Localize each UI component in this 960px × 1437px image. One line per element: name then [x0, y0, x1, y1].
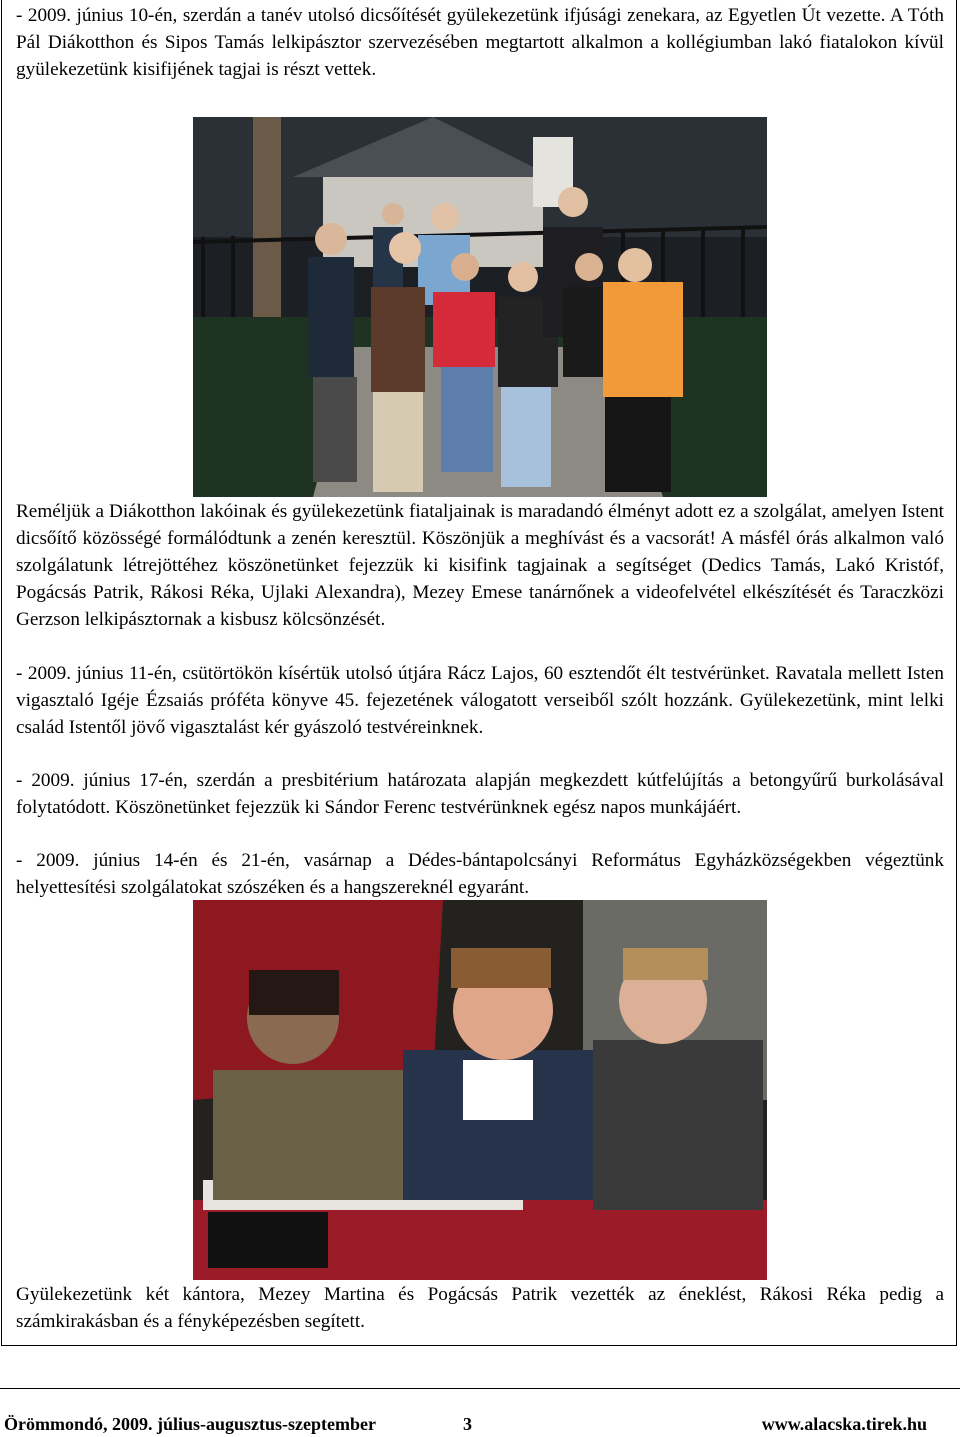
footer-page-number: 3: [463, 1414, 472, 1434]
group-photo: [193, 117, 767, 497]
paragraph-substitute-services: - 2009. június 14-én és 21-én, vasárnap a Dédes-bántapolcsányi Református Egyházközségekben végeztünk helyettesítési szolgálatokat szószéken és a hangszereknél egyaránt.: [16, 850, 944, 898]
paragraph-thanks: Reméljük a Diákotthon lakóinak és gyülekezetünk fiataljainak is maradandó élményt adott ez a szolgálat, amelyen Istent dicsőítő közösségé formálódtunk a zenén keresztül. Köszönjük a meghívást és a vacsorát! A másfél órás alkalmon való szolgálatunk létrejöttéhez köszönetünket fejezzük ki kisifink tagjainak a segítséget (Dedics Tamás, Lakó Kristóf, Pogácsás Patrik, Rákosi Réka, Ujlaki Alexandra), Mezey Emese tanárnőnek a videofelvétel elkészítését és Taraczközi Gerzson lelkipásztornak a kisbusz kölcsönzését.: [16, 501, 944, 630]
cantors-photo: [193, 900, 767, 1280]
footer-publication: Örömmondó, 2009. július-augusztus-szeptember: [4, 1414, 376, 1434]
footer-rule: [0, 1388, 960, 1389]
paragraph-well-renovation: - 2009. június 17-én, szerdán a presbitérium határozata alapján megkezdett kútfelújítás a betongyűrű burkolásával folytatódott. Köszönetünket fejezzük ki Sándor Ferenc testvérünknek egész napos munkájáért.: [16, 770, 944, 818]
paragraph-cantors: Gyülekezetünk két kántora, Mezey Martina és Pogácsás Patrik vezették az éneklést, Rákosi Réka pedig a számkirakásban és a fényképezésben segített.: [16, 1284, 944, 1332]
paragraph-funeral: - 2009. június 11-én, csütörtökön kísértük utolsó útjára Rácz Lajos, 60 esztendőt élt testvérünket. Ravatala mellett Isten vigasztaló Igéje Ézsaiás próféta könyve 45. fejezetének válogatott verseiből szólt hozzánk. Gyülekezetünk, mint lelki család Istentől jövő vigasztalást kér gyászoló testvéreinknek.: [16, 663, 944, 738]
paragraph-choir-service: - 2009. június 10-én, szerdán a tanév utolsó dicsőítését gyülekezetünk ifjúsági zenekara, az Egyetlen Út vezette. A Tóth Pál Diákotthon és Sipos Tamás lelkipásztor szervezésében megtartott alkalmon a kollégiumban lakó fiatalokon kívül gyülekezetünk kisifijének tagjai is részt vettek.: [16, 5, 944, 80]
footer-website: www.alacska.tirek.hu: [761, 1414, 927, 1434]
